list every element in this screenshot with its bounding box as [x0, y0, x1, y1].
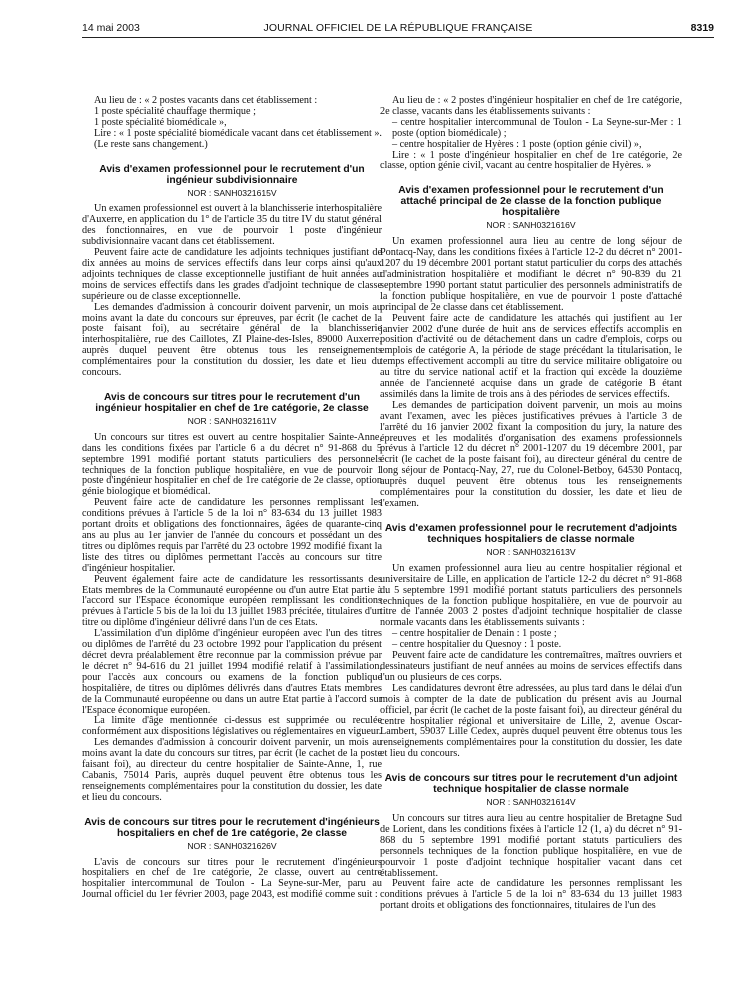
paragraph: Peuvent faire acte de candidature les contremaîtres, maîtres ouvriers et dessinateurs justifiant de neuf années au moins de services effectifs dans l'un ou plusieurs de ces corps. — [380, 650, 682, 683]
paragraph: Peuvent faire acte de candidature les adjoints techniques justifiant de dix années au moins de services effectifs dans leur corps ainsi qu'aux adjoints techniques de classe exceptionnelle justifiant de huit années au moins de services effectifs dans les grades d'adjoint technique de classe supérieure ou de classe exceptionnelle. — [82, 247, 382, 302]
paragraph: La limite d'âge mentionnée ci-dessus est supprimée ou reculée conformément aux dispositions législatives ou réglementaires en vigueur. — [82, 715, 382, 738]
paragraph: Les demandes d'admission à concourir doivent parvenir, un mois au moins avant la date du concours sur titres, par écrit (le cachet de la poste faisant foi), au directeur du centre hospitalier de Sainte-Anne, 1, rue Cabanis, 75014 Paris, auprès duquel peuvent être obtenus tous les renseignements complémentaires pour la constitution du dossier, les date et lieu du concours. — [82, 737, 382, 803]
paragraph: L'avis de concours sur titres pour le recrutement d'ingénieurs hospitaliers en chef de 1re catégorie, 2e classe, ouvert au centre hospitalier intercommunal de Toulon - La Seyne-sur-Mer, paru au Journal officiel du 1er février 2003, page 2043, est modifié comme suit : — [82, 856, 382, 901]
section-heading: Avis de concours sur titres pour le recrutement d'ingénieurs hospitaliers en chef de 1re catégorie, 2e classe — [84, 816, 380, 839]
section-heading: Avis de concours sur titres pour le recrutement d'un ingénieur hospitalier en chef de 1re catégorie, 2e classe — [95, 391, 369, 414]
paragraph: 1 poste spécialité biomédicale », — [94, 116, 227, 128]
section-heading: Avis d'examen professionnel pour le recrutement d'un attaché principal de 2e classe de la fonction publique hospitalière — [398, 185, 664, 219]
nor-reference: NOR : SANH0321613V — [486, 546, 576, 557]
paragraph: Un examen professionnel est ouvert à la blanchisserie interhospitalière d'Auxerre, en application du 1° de l'article 35 du titre IV du statut général des fonctionnaires, en vue de pourvoir 1 poste d'ingénieur subdivisionnaire vacant dans cet établissement. — [82, 203, 382, 248]
nor-reference: NOR : SANH0321616V — [486, 220, 576, 231]
paragraph: L'assimilation d'un diplôme d'ingénieur européen avec l'un des titres ou diplômes de l'arrêté du 23 octobre 1992 pour l'application du présent décret devra préalablement être reconnue par la commission prévue par le décret n° 94-616 du 21 juillet 1994 modifié relatif à l'assimilation, pour l'accès aux concours ou examens de la fonction publique hospitalière, de titres ou diplômes délivrés dans d'autres Etats membres de la Communauté européenne ou dans un autre Etat partie à l'accord sur l'Espace économique européen. — [82, 628, 382, 716]
paragraph: Peuvent faire acte de candidature les attachés qui justifient au 1er janvier 2002 d'une durée de huit ans de services effectifs accomplis en position d'activité ou de détachement dans un cadre d'emplois, corps ou emplois de catégorie A, la période de stage précédant la titularisation, le temps effectivement accompli au titre du service militaire obligatoire ou au titre du service national actif et la fraction qui excède la douzième année de l'ancienneté acquise dans un grade de catégorie B étant assimilés dans la limite de trois ans à des périodes de services effectifs. — [380, 312, 682, 400]
list-item: – centre hospitalier du Quesnoy : 1 poste. — [392, 639, 562, 651]
paragraph: Au lieu de : « 2 postes vacants dans cet établissement : — [94, 95, 318, 106]
paragraph: Les candidatures devront être adressées, au plus tard dans le délai d'un mois à compter de la date de publication du présent avis au Journal officiel, par écrit (le cachet de la poste faisant foi), au directeur général du centre hospitalier régional et universitaire de Lille, 2, avenue Oscar-Lambert, 59037 Lille Cedex, auprès duquel peuvent être obtenus tous les renseignements complémentaires pour la constitution du dossier, les date et lieu du concours. — [380, 682, 682, 760]
nor-reference: NOR : SANH0321615V — [187, 187, 277, 198]
paragraph: Un concours sur titres est ouvert au centre hospitalier Sainte-Anne, dans les conditions fixées par l'article 6 a du décret n° 91-868 du 5 septembre 1991 modifié portant statuts particuliers des personnels techniques de la fonction publique hospitalière, en vue de pourvoir 1 poste d'ingénieur hospitalier en chef de 1re catégorie de 2e classe, option génie biologique et biomédical. — [82, 431, 382, 498]
paragraph: Lire : « 1 poste spécialité biomédicale vacant dans cet établissement ». — [94, 127, 382, 139]
page-header — [82, 20, 714, 36]
paragraph: Peuvent également faire acte de candidature les ressortissants des Etats membres de la Communauté européenne ou d'un autre Etat partie à l'accord sur l'Espace économique européen remplissant les conditions prévues à l'article 5 bis de la loi du 13 juillet 1983 précitée, titulaires d'un titre ou diplôme d'ingénieur délivré dans l'un de ces Etats. — [82, 573, 382, 629]
nor-reference: NOR : SANH0321626V — [187, 840, 277, 851]
nor-reference: NOR : SANH0321614V — [486, 797, 576, 808]
paragraph: Peuvent faire acte de candidature les personnes remplissant les conditions prévues à l'article 5 de la loi n° 83-634 du 13 juillet 1983 portant droits et obligations des fonctionnaires, âgées de quarante-cinq ans au plus au 1er janvier de l'année du concours et possédant un des titres ou diplômes requis par l'arrêté du 23 octobre 1992 modifié fixant la liste des titres ou diplômes permettant l'accès au concours sur titre d'ingénieur hospitalier. — [82, 497, 382, 574]
right-column — [380, 96, 682, 912]
section-heading: Avis d'examen professionnel pour le recrutement d'adjoints techniques hospitaliers de classe normale — [384, 522, 678, 545]
paragraph: 1 poste spécialité chauffage thermique ; — [94, 105, 256, 117]
header-date: 14 mai 2003 — [82, 22, 140, 34]
paragraph: Peuvent faire acte de candidature les personnes remplissant les conditions prévues à l'article 5 de la loi n° 83-634 du 13 juillet 1983 portant droits et obligations des fonctionnaires, titulaires de l'un des — [380, 878, 682, 912]
paragraph: Un examen professionnel aura lieu au centre de long séjour de Pontacq-Nay, dans les conditions fixées à l'article 12-2 du décret n° 2001-1207 du 19 décembre 2001 portant statut particulier du corps des attachés d'administration hospitalière et modifiant le décret n° 90-839 du 21 septembre 1990 portant statut particulier des personnels administratifs de la fonction publique hospitalière, en vue de pourvoir 1 poste d'attaché principal de 2e classe dans cet établissement. — [380, 236, 682, 313]
left-column — [82, 96, 382, 901]
paragraph: – centre hospitalier intercommunal de Toulon - La Seyne-sur-Mer : 1 poste (option biomédicale) ; — [392, 116, 682, 139]
paragraph: (Le reste sans changement.) — [94, 138, 208, 150]
header-page-number: 8319 — [690, 22, 714, 34]
paragraph: Les demandes d'admission à concourir doivent parvenir, un mois au moins avant la date du concours sur épreuves, par écrit (le cachet de la poste faisant foi), au secrétaire général de la blanchisserie interhospitalière, rue des Caillotes, ZI Plaine-des-Isles, 89000 Auxerre, auprès duquel peuvent être obtenus tous les renseignements complémentaires pour la constitution du dossier, les date et lieu du concours. — [82, 301, 382, 379]
header-journal-title: JOURNAL OFFICIEL DE LA RÉPUBLIQUE FRANÇAISE — [263, 22, 533, 34]
section-heading: Avis de concours sur titres pour le recrutement d'un adjoint technique hospitalier de classe normale — [384, 773, 678, 796]
paragraph: Un examen professionnel aura lieu au centre hospitalier régional et universitaire de Lille, en application de l'article 12-2 du décret n° 91-868 du 5 septembre 1991 modifié portant statuts particuliers des personnels techniques de la fonction publique hospitalière, en vue de pourvoir au titre de l'année 2003 2 postes d'adjoint technique hospitalier de classe normale vacants dans les établissements suivants : — [380, 562, 682, 629]
list-item: – centre hospitalier de Denain : 1 poste ; — [392, 628, 557, 640]
paragraph: Lire : « 1 poste d'ingénieur hospitalier en chef de 1re catégorie, 2e classe, option génie civil, vacant au centre hospitalier de Hyères. » — [380, 149, 682, 172]
paragraph: Un concours sur titres aura lieu au centre hospitalier de Bretagne Sud de Lorient, dans les conditions fixées à l'article 12 (1, a) du décret n° 91-868 du 5 septembre 1991 modifié portant statuts particuliers des personnels techniques de la fonction publique hospitalière, en vue de pourvoir 1 poste d'adjoint technique hospitalier vacant dans cet établissement. — [380, 813, 682, 879]
paragraph: Les demandes de participation doivent parvenir, un mois au moins avant l'examen, avec les pièces justificatives prévues à l'article 3 de l'arrêté du 16 janvier 2002 fixant la composition du jury, la nature des épreuves et les modalités d'organisation des examens professionnels prévus à l'article 12 du décret n° 2001-1207 du 19 décembre 2001, par écrit (le cachet de la poste faisant foi), au directeur général du centre de long séjour de Pontacq-Nay, 27, rue du Colonel-Betboy, 64530 Pontacq, auprès duquel peuvent être obtenus tous les renseignements complémentaires pour la constitution du dossier, les date et lieu de l'examen. — [380, 399, 682, 509]
header-rule — [82, 37, 714, 38]
nor-reference: NOR : SANH0321611V — [187, 415, 277, 426]
section-heading: Avis d'examen professionnel pour le recrutement d'un ingénieur subdivisionnaire — [99, 163, 365, 186]
paragraph: Au lieu de : « 2 postes d'ingénieur hospitalier en chef de 1re catégorie, 2e classe, vacants dans les établissements suivants : — [380, 95, 682, 117]
paragraph: – centre hospitalier de Hyères : 1 poste (option génie civil) », — [392, 138, 642, 150]
